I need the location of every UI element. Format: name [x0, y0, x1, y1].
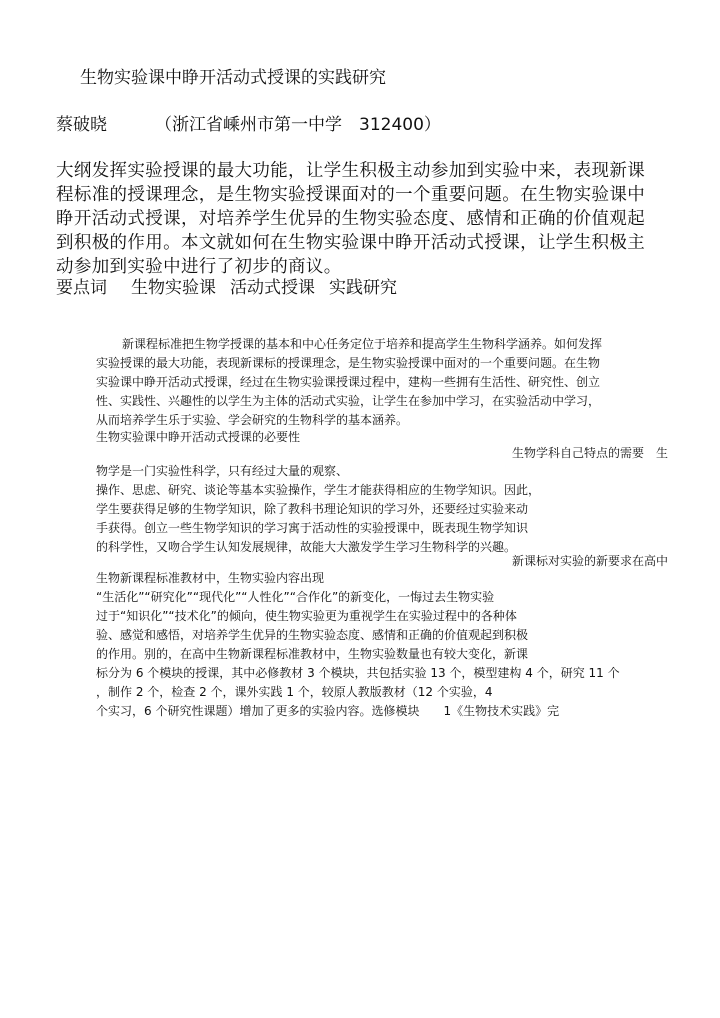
author-line	[56, 110, 441, 135]
body-line: 的作用。别的，在高中生物新课程标准教材中，生物实验数量也有较大变化，新课	[96, 647, 529, 661]
abstract-line: 睁开活动式授课，对培养学生优异的生物实验态度、感情和正确的价值观起	[56, 209, 646, 229]
page-title: 生物实验课中睁开活动式授课的实践研究	[80, 68, 386, 88]
body-line: 学生要获得足够的生物学知识，除了教科书理论知识的学习外，还要经过实验来动	[96, 502, 529, 516]
abstract-line: 大纲发挥实验授课的最大功能，让学生积极主动参加到实验中来，表现新课	[56, 161, 646, 181]
keywords	[56, 273, 397, 298]
body-line: 实验课中睁开活动式授课，经过在生物实验课授课过程中，建构一些拥有生活性、研究性、创立	[96, 375, 601, 389]
body-line: ，制作 2 个，检查 2 个，课外实践 1 个，较原人教版教材（12 个实验，4	[96, 685, 493, 699]
author-name: 蔡破晓	[56, 115, 107, 135]
body-line: 新课程标准把生物学授课的基本和中心任务定位于培养和提高学生生物科学涵养。如何发挥	[122, 337, 603, 351]
body-line: 过于“知识化”“技术化”的倾向，使生物实验更为重视学生在实验过程中的各种体	[96, 609, 517, 623]
abstract-line: 到积极的作用。本文就如何在生物实验课中睁开活动式授课，让学生积极主	[56, 233, 646, 253]
keyword: 活动式授课	[230, 278, 315, 298]
body-line: 生物新课程标准教材中，生物实验内容出现	[96, 571, 325, 585]
body-line: 性、实践性、兴趣性的以学生为主体的活动式实验，让学生在参加中学习，在实验活动中学习，	[96, 394, 601, 408]
body-line: 个实习，6 个研究性课题）增加了更多的实验内容。选修模块 1《生物技术实践》完	[96, 704, 560, 718]
body-line: 实验授课的最大功能，表现新课标的授课理念，是生物实验授课中面对的一个重要问题。在生物	[96, 356, 601, 370]
body-line: 手获得。创立一些生物学知识的学习寓于活动性的实验授课中，既表现生物学知识	[96, 521, 529, 535]
body-line: 验、感觉和感悟，对培养学生优异的生物实验态度、感情和正确的价值观起到积极	[96, 628, 529, 642]
section-heading: 生物实验课中睁开活动式授课的必要性	[96, 430, 301, 444]
body-line: 从而培养学生乐于实验、学会研究的生物科学的基本涵养。	[96, 413, 409, 427]
subsection-heading: 生物学科自己特点的需要 生	[511, 446, 668, 460]
author-affiliation: （浙江省嵊州市第一中学 312400）	[155, 115, 441, 135]
abstract-line: 程标准的授课理念，是生物实验授课面对的一个重要问题。在生物实验课中	[56, 185, 646, 205]
body-line: 操作、思虑、研究、谈论等基本实验操作，学生才能获得相应的生物学知识。因此，	[96, 483, 541, 497]
body-line: 标分为 6 个模块的授课，其中必修教材 3 个模块，共包括实验 13 个，模型建构 4 个，研究 11 个	[96, 666, 620, 680]
abstract-line: 动参加到实验中进行了初步的商议。	[56, 257, 342, 277]
keyword: 实践研究	[329, 278, 397, 298]
body-line: “生活化”“研究化”“现代化”“人性化”“合作化”的新变化，一悔过去生物实验	[96, 590, 495, 604]
body-line: 物学是一门实验性科学，只有经过大量的观察、	[96, 464, 349, 478]
keyword: 生物实验课	[131, 278, 216, 298]
body-line: 的科学性，又吻合学生认知发展规律，故能大大激发学生学习生物科学的兴趣。	[96, 540, 517, 554]
subsection-heading: 新课标对实验的新要求在高中	[511, 554, 668, 568]
keywords-label: 要点词	[56, 278, 107, 298]
